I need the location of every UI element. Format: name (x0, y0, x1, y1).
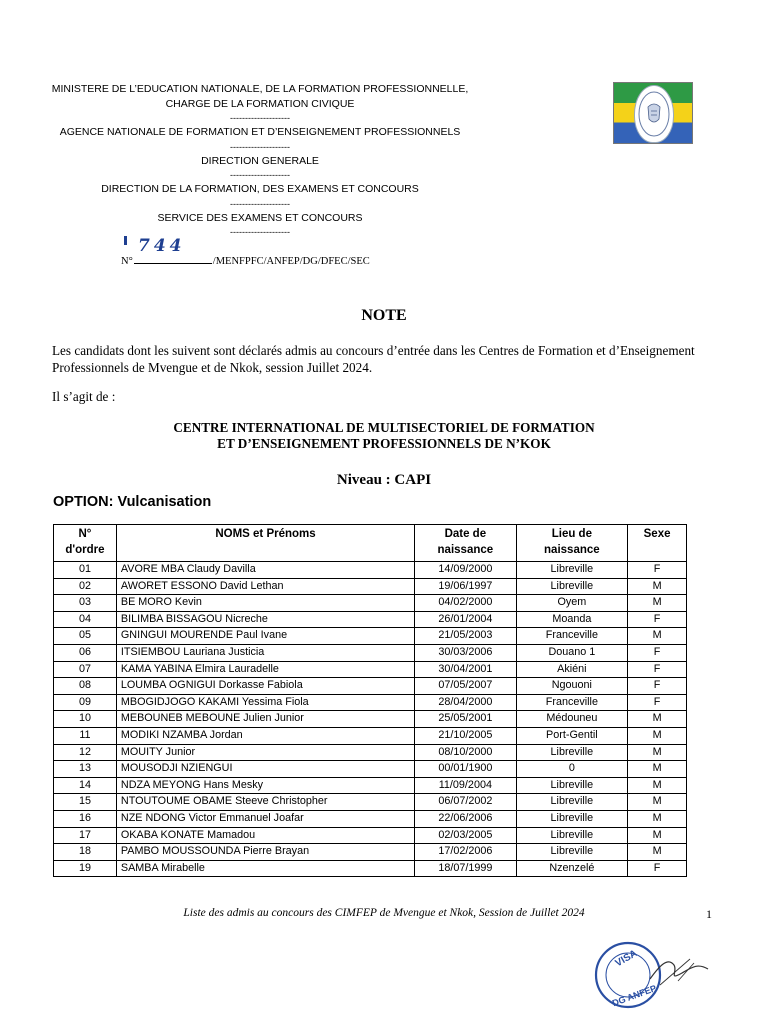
cell-ordre: 07 (54, 661, 117, 678)
intro-lead: Il s’agit de : (52, 389, 116, 404)
table-row (54, 744, 687, 761)
cell-sexe: F (628, 661, 687, 678)
cell-date-naissance: 11/09/2004 (415, 777, 516, 794)
handwritten-mark (124, 236, 127, 245)
ministry-header (30, 82, 490, 239)
cell-lieu-naissance: Libreville (516, 578, 628, 595)
cell-date-naissance: 30/03/2006 (415, 644, 516, 661)
intro-paragraph: Les candidats dont les suivent sont déclarés admis au concours d’entrée dans les Centres de Formation et d’Enseignement Professionnels de Mvengue et de Nkok, session Juillet 2024. (52, 343, 695, 375)
centre-name-line-1: CENTRE INTERNATIONAL DE MULTISECTORIEL DE FORMATION (173, 420, 595, 435)
header-date (415, 525, 516, 562)
handwritten-reference-number: 744 (138, 236, 186, 256)
cell-lieu-naissance: 0 (516, 761, 628, 778)
cell-date-naissance: 08/10/2000 (415, 744, 516, 761)
cell-sexe: M (628, 777, 687, 794)
cell-ordre: 02 (54, 578, 117, 595)
table-row (54, 611, 687, 628)
cell-date-naissance: 14/09/2000 (415, 562, 516, 579)
table-row (54, 761, 687, 778)
cell-lieu-naissance: Franceville (516, 628, 628, 645)
cell-ordre: 19 (54, 860, 117, 877)
cell-nom: PAMBO MOUSSOUNDA Pierre Brayan (116, 844, 414, 861)
table-row (54, 595, 687, 612)
cell-lieu-naissance: Douano 1 (516, 644, 628, 661)
visa-stamp (590, 935, 740, 1015)
cell-date-naissance: 17/02/2006 (415, 844, 516, 861)
cell-sexe: M (628, 827, 687, 844)
cell-sexe: M (628, 810, 687, 827)
table-row (54, 562, 687, 579)
cell-sexe: F (628, 678, 687, 695)
cell-date-naissance: 22/06/2006 (415, 810, 516, 827)
cell-date-naissance: 21/05/2003 (415, 628, 516, 645)
cell-ordre: 16 (54, 810, 117, 827)
reference-blank (134, 255, 212, 264)
header-separator: -------------------- (230, 141, 290, 152)
cell-ordre: 12 (54, 744, 117, 761)
cell-lieu-naissance: Akiéni (516, 661, 628, 678)
table-row (54, 678, 687, 695)
table-row (54, 694, 687, 711)
table-body (54, 562, 687, 877)
cell-lieu-naissance: Libreville (516, 777, 628, 794)
cell-sexe: M (628, 628, 687, 645)
admitted-candidates-table (53, 524, 687, 877)
cell-lieu-naissance: Moanda (516, 611, 628, 628)
header-date-line-1: Date de (444, 528, 487, 540)
header-agency-line: AGENCE NATIONALE DE FORMATION ET D’ENSEIGNEMENT PROFESSIONNELS (59, 126, 461, 138)
cell-date-naissance: 25/05/2001 (415, 711, 516, 728)
header-ministry-line-2: CHARGE DE LA FORMATION CIVIQUE (165, 97, 355, 110)
cell-lieu-naissance: Libreville (516, 844, 628, 861)
header-date-line-2: naissance (437, 544, 494, 556)
cell-ordre: 15 (54, 794, 117, 811)
table-row (54, 860, 687, 877)
coat-of-arms-icon (637, 89, 671, 139)
cell-lieu-naissance: Port-Gentil (516, 727, 628, 744)
cell-date-naissance: 04/02/2000 (415, 595, 516, 612)
cell-sexe: M (628, 727, 687, 744)
cell-ordre: 17 (54, 827, 117, 844)
header-separator: -------------------- (230, 227, 290, 237)
cell-ordre: 05 (54, 628, 117, 645)
table-row (54, 628, 687, 645)
cell-ordre: 06 (54, 644, 117, 661)
cell-date-naissance: 06/07/2002 (415, 794, 516, 811)
cell-sexe: F (628, 611, 687, 628)
page-footer: Liste des admis au concours des CIMFEP de Mvengue et Nkok, Session de Juillet 2024 (183, 907, 585, 919)
cell-lieu-naissance: Franceville (516, 694, 628, 711)
table-row (54, 661, 687, 678)
cell-sexe: F (628, 860, 687, 877)
cell-sexe: F (628, 562, 687, 579)
cell-nom: BILIMBA BISSAGOU Nicreche (116, 611, 414, 628)
cell-lieu-naissance: Libreville (516, 794, 628, 811)
cell-sexe: F (628, 644, 687, 661)
header-lieu-line-2: naissance (544, 544, 600, 556)
cell-date-naissance: 28/04/2000 (415, 694, 516, 711)
cell-ordre: 11 (54, 727, 117, 744)
option-heading: OPTION: Vulcanisation (53, 494, 212, 510)
cell-date-naissance: 21/10/2005 (415, 727, 516, 744)
cell-date-naissance: 07/05/2007 (415, 678, 516, 695)
cell-ordre: 04 (54, 611, 117, 628)
cell-nom: GNINGUI MOURENDE Paul Ivane (116, 628, 414, 645)
centre-name-line-2: ET D’ENSEIGNEMENT PROFESSIONNELS DE N’KOK (217, 436, 551, 451)
header-separator: -------------------- (230, 170, 290, 180)
cell-nom: NZE NDONG Victor Emmanuel Joafar (116, 810, 414, 827)
cell-sexe: M (628, 711, 687, 728)
cell-sexe: M (628, 844, 687, 861)
cell-nom: KAMA YABINA Elmira Lauradelle (116, 661, 414, 678)
table-row (54, 727, 687, 744)
table-row (54, 644, 687, 661)
table-row (54, 794, 687, 811)
cell-ordre: 10 (54, 711, 117, 728)
cell-nom: NDZA MEYONG Hans Mesky (116, 777, 414, 794)
cell-sexe: M (628, 595, 687, 612)
table-row (54, 711, 687, 728)
cell-nom: OKABA KONATE Mamadou (116, 827, 414, 844)
reference-suffix: /MENFPFC/ANFEP/DG/DFEC/SEC (212, 256, 370, 267)
table-row (54, 844, 687, 861)
cell-nom: MOUSODJI NZIENGUI (116, 761, 414, 778)
header-separator: -------------------- (230, 198, 290, 209)
header-lieu-line-1: Lieu de (551, 528, 592, 540)
cell-nom: AVORE MBA Claudy Davilla (116, 562, 414, 579)
cell-nom: MOUITY Junior (116, 744, 414, 761)
page-number: 1 (706, 907, 712, 921)
cell-nom: ITSIEMBOU Lauriana Justicia (116, 644, 414, 661)
cell-nom: MBOGIDJOGO KAKAMI Yessima Fiola (116, 694, 414, 711)
cell-sexe: F (628, 694, 687, 711)
cell-sexe: M (628, 744, 687, 761)
cell-nom: NTOUTOUME OBAME Steeve Christopher (116, 794, 414, 811)
table-row (54, 827, 687, 844)
header-lieu (516, 525, 628, 562)
cell-sexe: M (628, 578, 687, 595)
cell-ordre: 13 (54, 761, 117, 778)
level-heading: Niveau : CAPI (336, 472, 432, 488)
cell-ordre: 01 (54, 562, 117, 579)
cell-lieu-naissance: Libreville (516, 827, 628, 844)
header-service: SERVICE DES EXAMENS ET CONCOURS (157, 211, 363, 224)
cell-lieu-naissance: Ngouoni (516, 678, 628, 695)
cell-date-naissance: 19/06/1997 (415, 578, 516, 595)
republic-seal-icon (634, 85, 674, 143)
note-title: NOTE (361, 307, 407, 324)
cell-lieu-naissance: Nzenzelé (516, 860, 628, 877)
stamp-text-bottom: DG ANFEP (610, 983, 658, 1009)
header-ordre-line-2: d'ordre (65, 544, 105, 556)
header-noms: NOMS et Prénoms (116, 525, 414, 562)
header-ordre-line-1: N° (78, 528, 92, 540)
cell-date-naissance: 26/01/2004 (415, 611, 516, 628)
table-row (54, 777, 687, 794)
cell-lieu-naissance: Libreville (516, 744, 628, 761)
cell-sexe: M (628, 794, 687, 811)
table-row (54, 810, 687, 827)
cell-ordre: 09 (54, 694, 117, 711)
header-direction-formation: DIRECTION DE LA FORMATION, DES EXAMENS ET CONCOURS (101, 183, 419, 195)
cell-lieu-naissance: Libreville (516, 810, 628, 827)
cell-date-naissance: 02/03/2005 (415, 827, 516, 844)
cell-nom: AWORET ESSONO David Lethan (116, 578, 414, 595)
cell-lieu-naissance: Médouneu (516, 711, 628, 728)
centre-name (0, 420, 768, 452)
cell-date-naissance: 00/01/1900 (415, 761, 516, 778)
table-row (54, 578, 687, 595)
cell-ordre: 14 (54, 777, 117, 794)
cell-lieu-naissance: Libreville (516, 562, 628, 579)
cell-lieu-naissance: Oyem (516, 595, 628, 612)
reference-line (121, 255, 370, 267)
stamp-text-top: VISA (613, 948, 640, 970)
header-ordre (54, 525, 117, 562)
cell-nom: LOUMBA OGNIGUI Dorkasse Fabiola (116, 678, 414, 695)
cell-date-naissance: 30/04/2001 (415, 661, 516, 678)
header-sexe: Sexe (628, 525, 687, 562)
header-ministry-line-1: MINISTERE DE L’EDUCATION NATIONALE, DE LA FORMATION PROFESSIONNELLE, (51, 83, 469, 95)
cell-sexe: M (628, 761, 687, 778)
cell-ordre: 18 (54, 844, 117, 861)
cell-nom: MODIKI NZAMBA Jordan (116, 727, 414, 744)
reference-prefix: N° (121, 256, 133, 267)
header-separator: -------------------- (230, 113, 290, 123)
cell-date-naissance: 18/07/1999 (415, 860, 516, 877)
cell-ordre: 08 (54, 678, 117, 695)
cell-nom: SAMBA Mirabelle (116, 860, 414, 877)
cell-nom: MEBOUNEB MEBOUNE Julien Junior (116, 711, 414, 728)
cell-nom: BE MORO Kevin (116, 595, 414, 612)
header-direction-generale: DIRECTION GENERALE (201, 154, 319, 167)
table-header-row (54, 525, 687, 562)
gabon-flag-emblem (613, 82, 693, 144)
cell-ordre: 03 (54, 595, 117, 612)
